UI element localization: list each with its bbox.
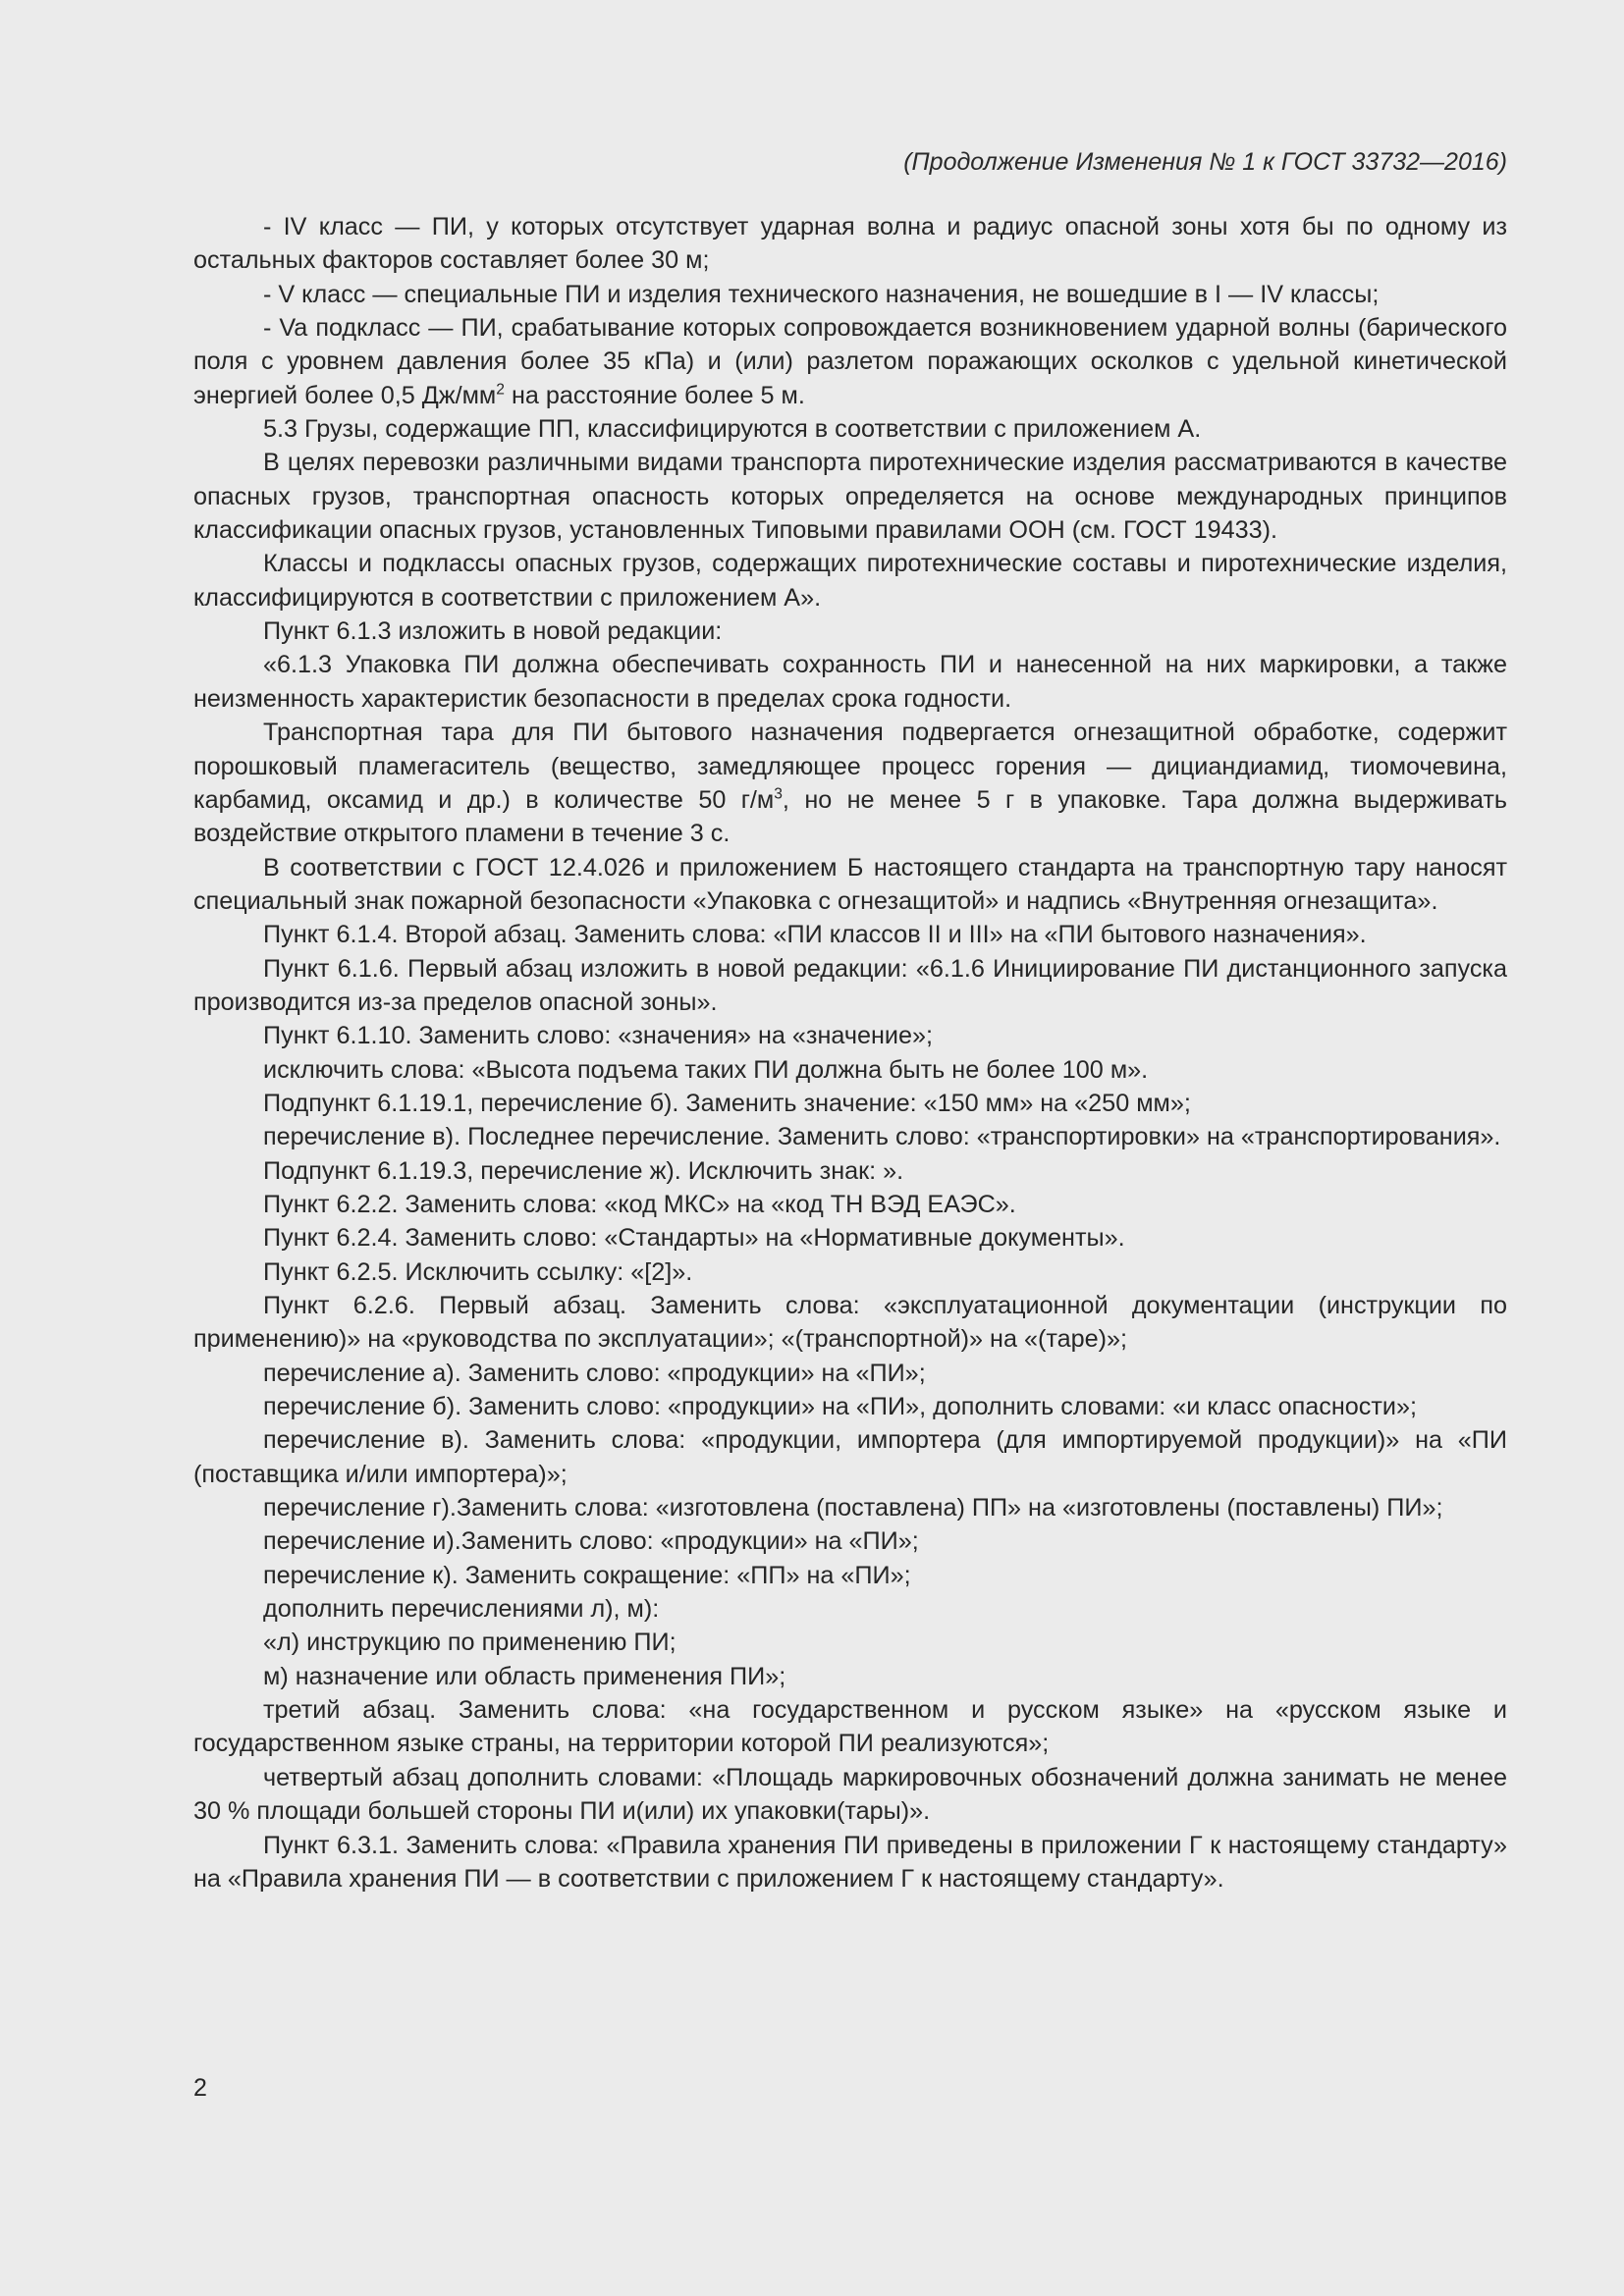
paragraph: Пункт 6.2.2. Заменить слова: «код МКС» на «код ТН ВЭД ЕАЭС». bbox=[263, 1190, 1016, 1218]
paragraph: м) назначение или область применения ПИ»; bbox=[263, 1662, 786, 1690]
paragraph: - IV класс — ПИ, у которых отсутствует ударная волна и радиус опасной зоны хотя бы по одному из остальных факторов составляет более 30 м; bbox=[193, 213, 1507, 275]
paragraph: Подпункт 6.1.19.3, перечисление ж). Исключить знак: ». bbox=[263, 1156, 904, 1185]
paragraph: перечисление к). Заменить сокращение: «ПП» на «ПИ»; bbox=[263, 1561, 911, 1589]
paragraph: Пункт 6.2.5. Исключить ссылку: «[2]». bbox=[263, 1257, 693, 1286]
paragraph: перечисление в). Последнее перечисление. Заменить слово: «транспортировки» на «транспортирования». bbox=[263, 1123, 1501, 1151]
page-header: (Продолжение Изменения № 1 к ГОСТ 33732—2016) bbox=[903, 148, 1507, 176]
paragraph: перечисление в). Заменить слова: «продукции, импортера (для импортируемой продукции)» на «ПИ (поставщика и/или импортера)»; bbox=[193, 1426, 1507, 1488]
paragraph: перечисление г).Заменить слова: «изготовлена (поставлена) ПП» на «изготовлены (поставлены) ПИ»; bbox=[263, 1494, 1443, 1522]
paragraph: 5.3 Грузы, содержащие ПП, классифицируются в соответствии с приложением А. bbox=[263, 415, 1202, 444]
paragraph: третий абзац. Заменить слова: «на государственном и русском языке» на «русском языке и государственном языке страны, на территории которой ПИ реализуются»; bbox=[193, 1696, 1507, 1758]
paragraph: Подпункт 6.1.19.1, перечисление б). Заменить значение: «150 мм» на «250 мм»; bbox=[263, 1089, 1191, 1117]
paragraph: В целях перевозки различными видами транспорта пиротехнические изделия рассматриваются в качестве опасных грузов, транспортная опасность которых определяется на основе международных принципов классификации опасных грузов, установленных Типовыми правилами ООН (см. ГОСТ 19433). bbox=[193, 449, 1507, 545]
paragraph: «6.1.3 Упаковка ПИ должна обеспечивать сохранность ПИ и нанесенной на них маркировки, а также неизменность характеристик безопасности в пределах срока годности. bbox=[193, 651, 1507, 713]
paragraph-text: на расстояние более 5 м. bbox=[504, 381, 805, 409]
paragraph: четвертый абзац дополнить словами: «Площадь маркировочных обозначений должна занимать не менее 30 % площади большей стороны ПИ и(или) их упаковки(тары)». bbox=[193, 1763, 1507, 1826]
paragraph: дополнить перечислениями л), м): bbox=[263, 1595, 660, 1624]
paragraph-text: , но не менее 5 г в упаковке. Тара должна выдерживать воздействие открытого пламени в течение 3 с. bbox=[193, 785, 1507, 848]
superscript: 3 bbox=[774, 785, 783, 803]
paragraph: Пункт 6.1.6. Первый абзац изложить в новой редакции: «6.1.6 Инициирование ПИ дистанционного запуска производится из-за пределов опасной зоны». bbox=[193, 954, 1507, 1016]
paragraph: Пункт 6.2.6. Первый абзац. Заменить слова: «эксплуатационной документации (инструкции по применению)» на «руководства по эксплуатации»; «(транспортной)» на «(таре)»; bbox=[193, 1292, 1507, 1354]
paragraph: Пункт 6.3.1. Заменить слова: «Правила хранения ПИ приведены в приложении Г к настоящему стандарту» на «Правила хранения ПИ — в соответствии с приложением Г к настоящему стандарту». bbox=[193, 1831, 1507, 1893]
paragraph: Классы и подклассы опасных грузов, содержащих пиротехнические составы и пиротехнические изделия, классифицируются в соответствии с приложением А». bbox=[193, 550, 1507, 612]
paragraph: Пункт 6.2.4. Заменить слово: «Стандарты» на «Нормативные документы». bbox=[263, 1224, 1125, 1253]
page-number: 2 bbox=[193, 2074, 207, 2102]
paragraph: Пункт 6.1.10. Заменить слово: «значения» на «значение»; bbox=[263, 1022, 933, 1050]
paragraph-text: Транспортная тара для ПИ бытового назначения подвергается огнезащитной обработке, содержит порошковый пламегаситель (вещество, замедляющее процесс горения — дициандиамид, тиомочевина, карбамид, оксамид и др.) в количестве 50 г/м bbox=[193, 719, 1507, 814]
paragraph: перечисление б). Заменить слово: «продукции» на «ПИ», дополнить словами: «и класс опасности»; bbox=[263, 1393, 1417, 1421]
paragraph: - V класс — специальные ПИ и изделия технического назначения, не вошедшие в I — IV классы; bbox=[263, 280, 1380, 308]
paragraph: исключить слова: «Высота подъема таких ПИ должна быть не более 100 м». bbox=[263, 1055, 1149, 1084]
superscript: 2 bbox=[496, 381, 505, 399]
paragraph: перечисление а). Заменить слово: «продукции» на «ПИ»; bbox=[263, 1359, 926, 1387]
paragraph: Пункт 6.1.4. Второй абзац. Заменить слова: «ПИ классов II и III» на «ПИ бытового назначения». bbox=[263, 921, 1367, 949]
paragraph: Пункт 6.1.3 изложить в новой редакции: bbox=[263, 617, 723, 646]
paragraph bbox=[193, 311, 1507, 412]
paragraph: перечисление и).Заменить слово: «продукции» на «ПИ»; bbox=[263, 1527, 919, 1556]
paragraph: В соответствии с ГОСТ 12.4.026 и приложением Б настоящего стандарта на транспортную тару наносят специальный знак пожарной безопасности «Упаковка с огнезащитой» и надпись «Внутренняя огнезащита». bbox=[193, 853, 1507, 915]
paragraph bbox=[193, 716, 1507, 850]
body-text bbox=[193, 210, 1507, 1896]
paragraph-text: - Va подкласс — ПИ, срабатывание которых сопровождается возникновением ударной волны (барического поля с уровнем давления более 35 кПа) и (или) разлетом поражающих осколков с удельной кинетической энергией более 0,5 Дж/мм bbox=[193, 314, 1507, 409]
paragraph: «л) инструкцию по применению ПИ; bbox=[263, 1629, 677, 1657]
